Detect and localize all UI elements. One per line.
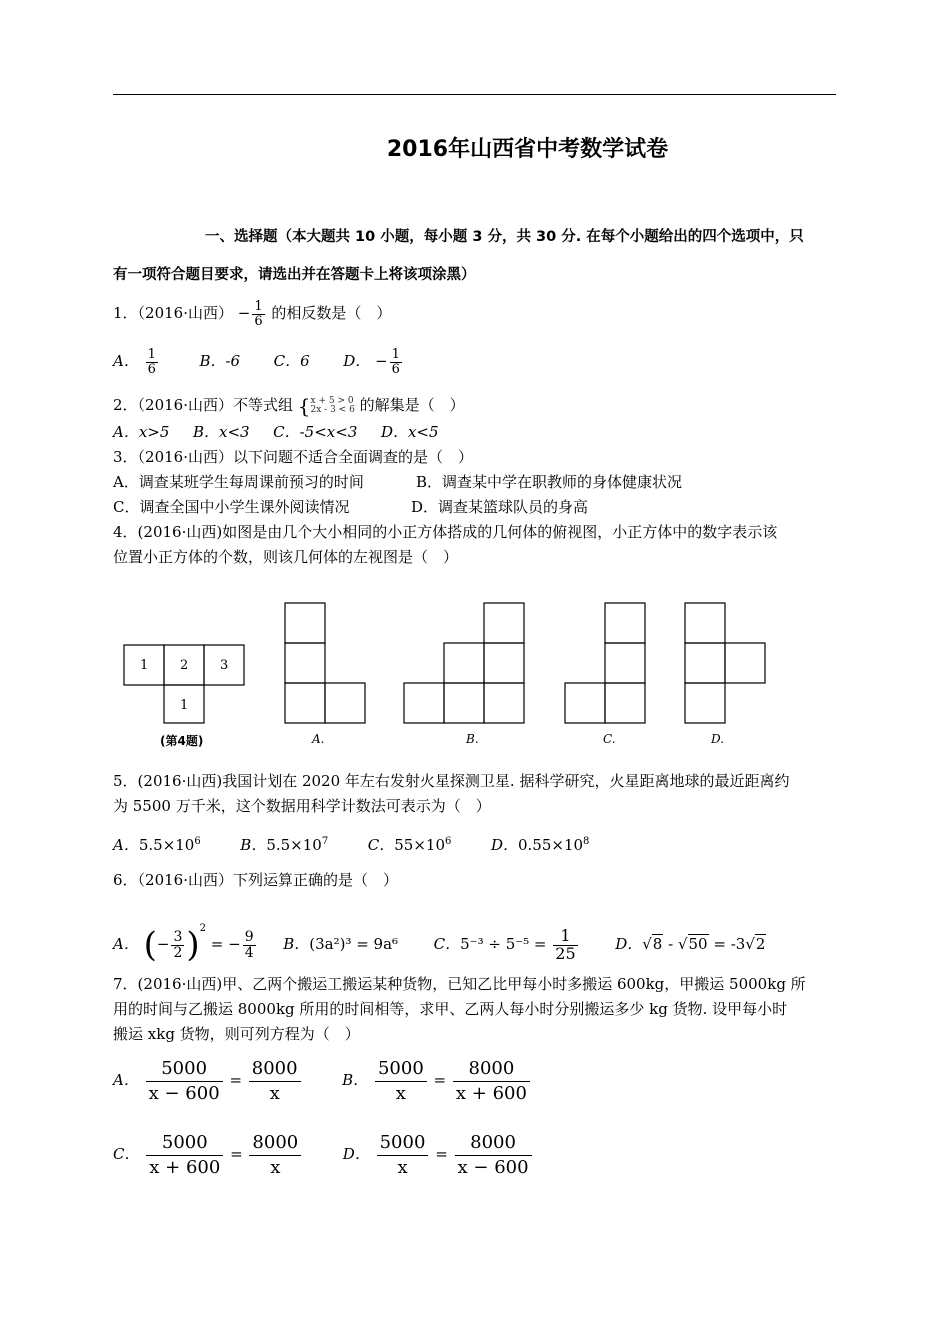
topview-number: 1 xyxy=(140,658,149,673)
q2-option-d: D．x<5 xyxy=(380,423,439,441)
q5-option-b: $5.5\times 10^7$ xyxy=(266,836,329,854)
q2-option-a: A．x>5 xyxy=(113,423,170,441)
q1-suffix: 的相反数是（ ） xyxy=(271,304,392,323)
topview-number: 2 xyxy=(180,658,189,673)
page-title: 2016年山西省中考数学试卷 xyxy=(386,137,669,162)
q6-option-d: √8 - √50 = -3√2 xyxy=(642,935,766,953)
q4-label-c: C. xyxy=(603,732,616,746)
header-rule xyxy=(113,94,836,95)
question-3: 3．（2016·山西）以下问题不适合全面调查的是（ ） xyxy=(113,448,473,466)
q5-options: A．$5.5\times 10^6$ B．$5.5\times 10^7$ C．$55\times 10^6$ D．$0.55\times 10^8$ xyxy=(113,836,590,854)
q4-caption: (第4题) xyxy=(160,734,204,748)
q7-options-cd: C． $\frac{5000}{x + 600}$ = $\frac{8000}{x}$ D． $\frac{5000}{x}$ = $\frac{8000}{x - 600}$ xyxy=(113,1126,534,1182)
q3-option-b: B．调查某中学在职教师的身体健康状况 xyxy=(416,473,683,491)
q7-option-c: $\frac{5000}{x + 600}$ = $\frac{8000}{x}$ xyxy=(144,1145,303,1163)
q1-option-b: B．-6 xyxy=(199,352,241,371)
question-4-line1: 4．(2016·山西)如图是由几个大小相同的小正方体搭成的几何体的俯视图，小正方体中的数字表示该 xyxy=(113,523,778,541)
q6-option-c: 5⁻³ ÷ 5⁻⁵ = $\frac{1}{25}$ xyxy=(460,925,576,963)
q7-option-b: $\frac{5000}{x}$ = $\frac{8000}{x + 600}$ xyxy=(373,1071,532,1089)
q2-option-c: C．-5<x<3 xyxy=(273,423,358,441)
q7-option-d: $\frac{5000}{x}$ = $\frac{8000}{x - 600}$ xyxy=(375,1145,534,1163)
q6-option-b: (3a²)³ = 9a⁶ xyxy=(309,935,399,953)
q4-label-b: B. xyxy=(466,732,479,746)
question-7-line2: 用的时间与乙搬运 8000kg 所用的时间相等，求甲、乙两人每小时分别搬运多少 kg 货物. 设甲每小时 xyxy=(113,1000,788,1018)
topview-number: 1 xyxy=(180,698,189,713)
section-heading-line2: 有一项符合题目要求，请选出并在答题卡上将该项涂黑） xyxy=(113,267,476,283)
q5-option-a: $5.5\times 10^6$ xyxy=(138,836,201,854)
q4-label-a: A. xyxy=(312,732,325,746)
q1-fraction: $\frac{1}{6}$ xyxy=(254,299,263,329)
q1-option-c: C．6 xyxy=(273,352,310,371)
q5-option-c: $55\times 10^6$ xyxy=(394,836,452,854)
q3-option-a: A．调查某班学生每周课前预习的时间 xyxy=(113,473,364,491)
question-1: 1．（2016·山西） − $\frac{1}{6}$ 的相反数是（ ） xyxy=(113,299,392,329)
question-7-line3: 搬运 xkg 货物，则可列方程为（ ） xyxy=(113,1025,360,1043)
q7-options-ab: A． $\frac{5000}{x - 600}$ = $\frac{8000}{x}$ B． $\frac{5000}{x}$ = $\frac{8000}{x + 600}$ xyxy=(113,1052,532,1108)
q4-figure xyxy=(100,595,780,755)
q1-option-d: D． xyxy=(343,352,371,371)
q7-option-a: $\frac{5000}{x - 600}$ = $\frac{8000}{x}$ xyxy=(144,1071,303,1089)
q2-options xyxy=(113,421,439,442)
q4-label-d: D. xyxy=(711,732,725,746)
q3-option-c: C．调查全国中小学生课外阅读情况 xyxy=(113,498,350,516)
topview-number: 3 xyxy=(220,658,229,673)
q5-option-d: $0.55\times 10^8$ xyxy=(517,836,590,854)
q6-options: A． (− $\frac{3}{2}$ )$^2$ = − $\frac{9}{4}$ B．(3a²)³ = 9a⁶ C．5⁻³ ÷ 5⁻⁵ = $\frac{1}{25}$ D．√8 - √50 = -3√2 xyxy=(113,923,766,965)
q1-option-a: A． xyxy=(113,352,139,371)
q1-prefix: 1．（2016·山西） xyxy=(113,304,233,323)
question-4-line2: 位置小正方体的个数，则该几何体的左视图是（ ） xyxy=(113,548,459,566)
q2-option-b: B．x<3 xyxy=(192,423,250,441)
q6-option-a: (− $\frac{3}{2}$ )$^2$ = − $\frac{9}{4}$ xyxy=(143,923,254,965)
question-5-line1: 5．(2016·山西)我国计划在 2020 年左右发射火星探测卫星. 据科学研究，火星距离地球的最近距离约 xyxy=(113,772,790,790)
q3-option-d: D．调查某篮球队员的身高 xyxy=(411,498,589,516)
section-heading-line1: 一、选择题（本大题共 10 小题，每小题 3 分，共 30 分. 在每个小题给出的四个选项中，只 xyxy=(205,229,804,245)
q1-options: A． $\frac{1}{6}$ B．-6 C．6 D． − $\frac{1}{6}$ xyxy=(113,347,400,377)
question-7-line1: 7．(2016·山西)甲、乙两个搬运工搬运某种货物，已知乙比甲每小时多搬运 600kg，甲搬运 5000kg 所 xyxy=(113,975,806,993)
question-5-line2: 为 5500 万千米，这个数据用科学计数法可表示为（ ） xyxy=(113,797,491,815)
question-6: 6．（2016·山西）下列运算正确的是（ ） xyxy=(113,871,398,889)
question-2: 2．（2016·山西）不等式组 { x + 5 > 0 2x - 3 < 6 的解集是（ ） xyxy=(113,394,465,418)
